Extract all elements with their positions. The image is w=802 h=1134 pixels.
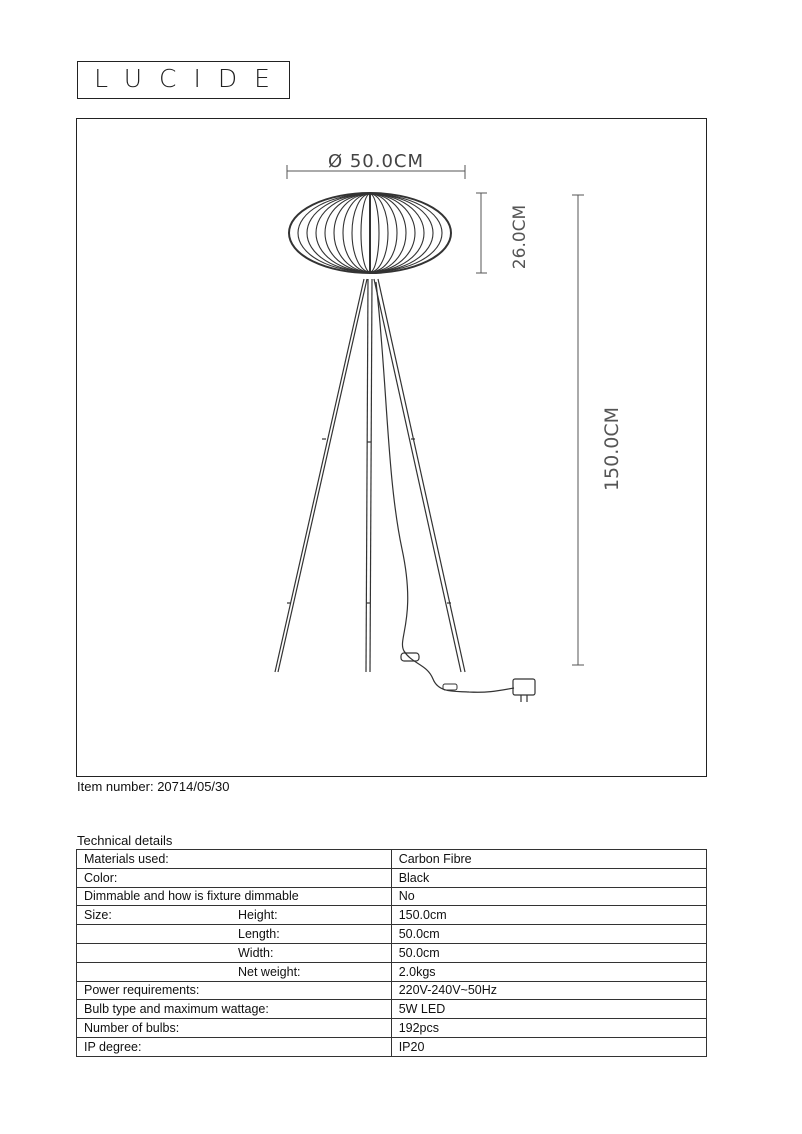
spec-value: 5W LED xyxy=(391,1000,706,1019)
spec-value: 150.0cm xyxy=(391,906,706,925)
table-row xyxy=(77,1037,707,1056)
plug-adapter xyxy=(513,679,535,702)
diameter-label: Ø 50.0CM xyxy=(327,151,425,172)
tripod-legs xyxy=(275,279,465,672)
spec-value: IP20 xyxy=(391,1037,706,1056)
spec-label-cell xyxy=(77,1037,392,1056)
spec-label-cell xyxy=(77,1000,392,1019)
logo-text: LUCIDE xyxy=(94,64,287,93)
spec-sub-label: Width: xyxy=(238,945,274,960)
power-cable xyxy=(376,282,514,692)
spec-label-cell xyxy=(77,850,392,869)
spec-label-cell xyxy=(77,943,392,962)
technical-details-table xyxy=(76,849,707,1057)
table-row xyxy=(77,943,707,962)
spec-value: 220V-240V~50Hz xyxy=(391,981,706,1000)
spec-value: 50.0cm xyxy=(391,925,706,944)
shade-height-dimension xyxy=(476,193,487,273)
spec-sub-label: Height: xyxy=(238,908,278,923)
item-number: Item number: 20714/05/30 xyxy=(77,779,230,794)
spec-label: Number of bulbs: xyxy=(84,1021,180,1036)
floor-lamp-drawing xyxy=(77,119,708,778)
spec-label: Power requirements: xyxy=(84,983,200,998)
product-drawing-frame xyxy=(76,118,707,777)
brand-logo xyxy=(77,61,290,99)
lamp-shade xyxy=(289,193,451,273)
spec-value: 2.0kgs xyxy=(391,962,706,981)
spec-value: Carbon Fibre xyxy=(391,850,706,869)
table-row xyxy=(77,850,707,869)
inline-connector xyxy=(443,684,457,690)
table-row xyxy=(77,906,707,925)
spec-label-cell xyxy=(77,887,392,906)
spec-label-cell xyxy=(77,868,392,887)
spec-sub-label: Net weight: xyxy=(238,964,301,979)
technical-details-title: Technical details xyxy=(77,833,173,848)
total-height-label: 150.0CM xyxy=(601,406,623,492)
shade-height-label: 26.0CM xyxy=(510,204,530,270)
spec-label: Bulb type and maximum wattage: xyxy=(84,1002,269,1017)
spec-value: Black xyxy=(391,868,706,887)
spec-value: 192pcs xyxy=(391,1019,706,1038)
spec-label-cell xyxy=(77,906,392,925)
spec-sub-label: Length: xyxy=(238,927,280,942)
spec-label: Color: xyxy=(84,870,118,885)
spec-label: Size: xyxy=(84,908,112,923)
spec-value: No xyxy=(391,887,706,906)
spec-label: Materials used: xyxy=(84,851,169,866)
table-row xyxy=(77,1000,707,1019)
table-row xyxy=(77,887,707,906)
table-row xyxy=(77,1019,707,1038)
spec-label-cell xyxy=(77,925,392,944)
table-row xyxy=(77,981,707,1000)
spec-value: 50.0cm xyxy=(391,943,706,962)
spec-label: IP degree: xyxy=(84,1039,142,1054)
spec-label-cell xyxy=(77,981,392,1000)
table-row xyxy=(77,925,707,944)
spec-label-cell xyxy=(77,1019,392,1038)
total-height-dimension xyxy=(572,195,584,665)
table-row xyxy=(77,868,707,887)
table-row xyxy=(77,962,707,981)
spec-label: Dimmable and how is fixture dimmable xyxy=(84,889,299,904)
spec-label-cell xyxy=(77,962,392,981)
